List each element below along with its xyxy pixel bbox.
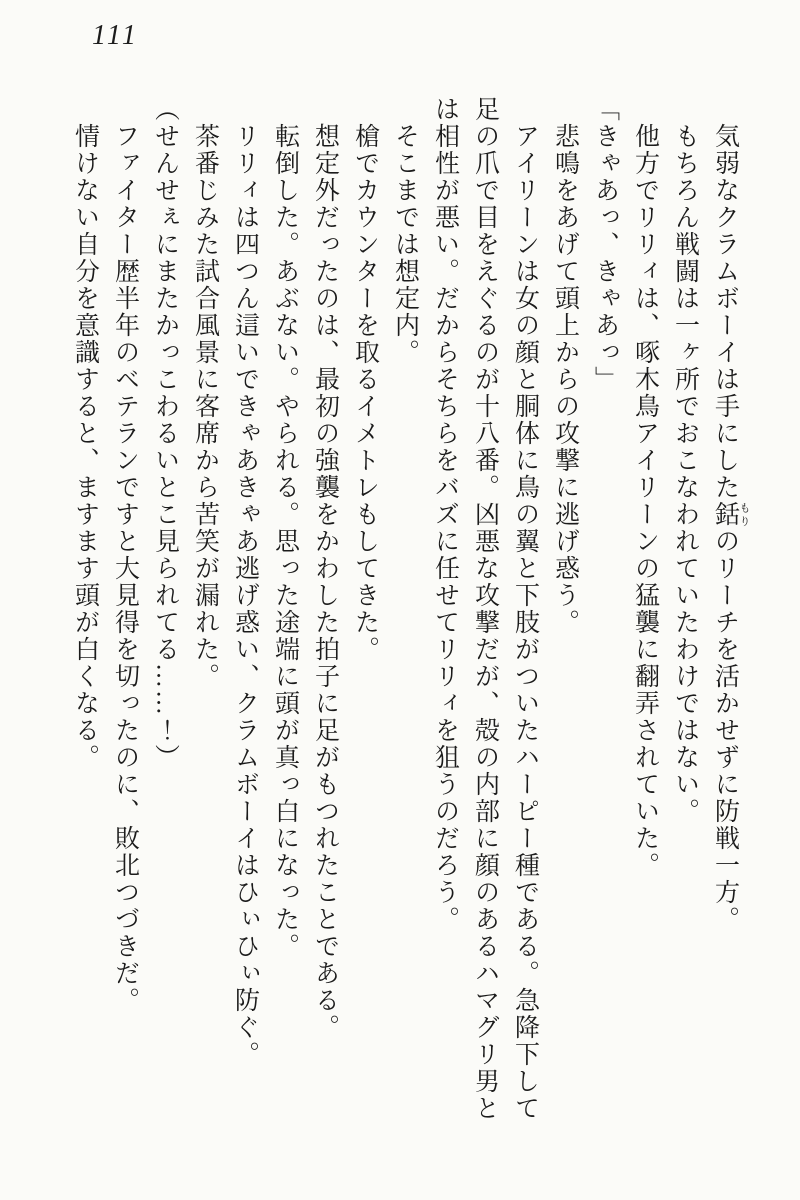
furigana: もり <box>738 501 750 528</box>
paragraph: （せんせぇにまたかっこわるいとこ見られてる……！） <box>151 96 179 771</box>
paragraph: 気弱なクラムボーイは手にした銛 もりのリーチを活かせずに防戦一方。 <box>711 123 750 933</box>
paragraph: 情けない自分を意識すると、ますます頭が白くなる。 <box>71 123 99 771</box>
paragraph: そこまでは想定内。 <box>391 123 419 366</box>
paragraph: 想定外だったのは、最初の強襲をかわした拍子に足がもつれたことである。 <box>311 123 339 1041</box>
paragraph: 転倒した。あぶない。やられる。思った途端に頭が真っ白になった。 <box>271 123 299 960</box>
paragraph: 「きゃあっ、きゃあっ」 <box>591 96 619 393</box>
paragraph: もちろん戦闘は一ヶ所でおこなわれていたわけではない。 <box>671 123 699 825</box>
paragraph: 他方でリリィは、啄木鳥アイリーンの猛襲に翻弄されていた。 <box>631 123 659 879</box>
ruby-base: 銛 もり <box>711 501 750 528</box>
paragraph: リリィは四つん這いできゃあきゃあ逃げ惑い、クラムボーイはひぃひぃ防ぐ。 <box>231 123 259 1068</box>
paragraph: ファイター歴半年のベテランですと大見得を切ったのに、敗北つづきだ。 <box>111 123 139 1014</box>
paragraph: 茶番じみた試合風景に客席から苦笑が漏れた。 <box>191 123 219 690</box>
text-block <box>55 96 750 1131</box>
paragraph: 槍でカウンターを取るイメトレもしてきた。 <box>351 123 379 663</box>
page-number: 111 <box>92 20 139 51</box>
paragraph: 悲鳴をあげて頭上からの攻撃に逃げ惑う。 <box>551 123 579 636</box>
paragraph: アイリーンは女の顔と胴体に鳥の翼と下肢がついたハーピー種である。急降下して足の爪で目をえぐるのが十八番。凶悪な攻撃だが、殻の内部に顔のあるハマグリ男とは相性が悪い。だからそちらをバズに任せてリリィを狙うのだろう。 <box>431 96 539 1122</box>
